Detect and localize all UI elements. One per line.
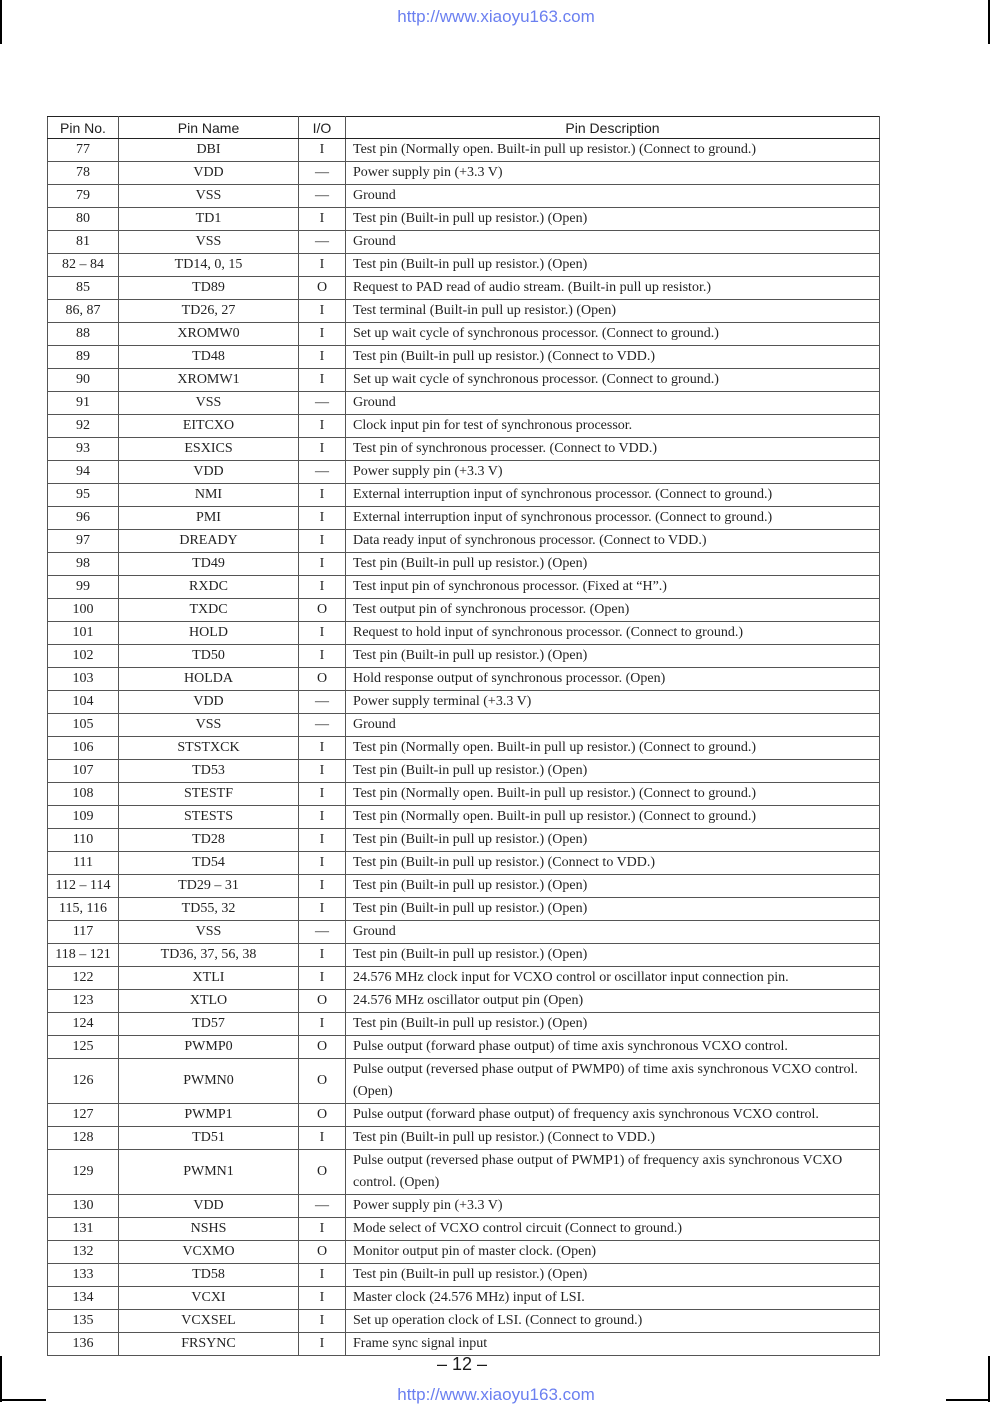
pin-name-cell: VCXSEL xyxy=(119,1310,299,1333)
table-row xyxy=(48,1287,880,1310)
pin-description-cell: Test pin (Built-in pull up resistor.) (Open) xyxy=(346,208,880,231)
pin-name-cell: TD29 – 31 xyxy=(119,875,299,898)
io-cell: — xyxy=(299,461,346,484)
pin-name-cell: HOLDA xyxy=(119,668,299,691)
table-row xyxy=(48,185,880,208)
table-row xyxy=(48,208,880,231)
table-row xyxy=(48,1310,880,1333)
io-cell: I xyxy=(299,530,346,553)
pin-number-cell: 77 xyxy=(48,139,119,162)
pin-description-cell: Pulse output (forward phase output) of time axis synchronous VCXO control. xyxy=(346,1036,880,1059)
table-row xyxy=(48,1150,880,1195)
pin-description-cell: Test terminal (Built-in pull up resistor.) (Open) xyxy=(346,300,880,323)
pin-number-cell: 108 xyxy=(48,783,119,806)
pin-number-cell: 126 xyxy=(48,1059,119,1104)
table-row xyxy=(48,323,880,346)
pin-number-cell: 103 xyxy=(48,668,119,691)
io-cell: I xyxy=(299,484,346,507)
pin-name-cell: TD89 xyxy=(119,277,299,300)
pin-number-cell: 124 xyxy=(48,1013,119,1036)
io-cell: I xyxy=(299,507,346,530)
pin-name-cell: TD26, 27 xyxy=(119,300,299,323)
pin-number-cell: 88 xyxy=(48,323,119,346)
pin-number-cell: 127 xyxy=(48,1104,119,1127)
pin-number-cell: 125 xyxy=(48,1036,119,1059)
io-cell: I xyxy=(299,783,346,806)
table-row xyxy=(48,1195,880,1218)
pin-number-cell: 111 xyxy=(48,852,119,875)
pin-number-cell: 135 xyxy=(48,1310,119,1333)
table-row xyxy=(48,921,880,944)
table-header-row xyxy=(48,117,880,139)
pin-description-cell: Ground xyxy=(346,392,880,415)
pin-name-cell: TD57 xyxy=(119,1013,299,1036)
pin-description-cell: Test pin (Built-in pull up resistor.) (Open) xyxy=(346,553,880,576)
io-cell: — xyxy=(299,714,346,737)
pin-number-cell: 86, 87 xyxy=(48,300,119,323)
pin-description-cell: Test input pin of synchronous processor. (Fixed at “H”.) xyxy=(346,576,880,599)
io-cell: O xyxy=(299,1241,346,1264)
pin-name-cell: TD49 xyxy=(119,553,299,576)
pin-number-cell: 115, 116 xyxy=(48,898,119,921)
pin-name-cell: VSS xyxy=(119,921,299,944)
table-row xyxy=(48,714,880,737)
io-cell: O xyxy=(299,668,346,691)
table-row xyxy=(48,829,880,852)
pin-number-cell: 136 xyxy=(48,1333,119,1356)
footer-url[interactable]: http://www.xiaoyu163.com xyxy=(397,1385,595,1404)
pin-description-cell: Set up wait cycle of synchronous processor. (Connect to ground.) xyxy=(346,323,880,346)
pin-description-cell: Test output pin of synchronous processor. (Open) xyxy=(346,599,880,622)
pin-number-cell: 101 xyxy=(48,622,119,645)
table-row xyxy=(48,254,880,277)
pin-number-cell: 132 xyxy=(48,1241,119,1264)
table-row xyxy=(48,852,880,875)
pin-name-cell: TD50 xyxy=(119,645,299,668)
table-row xyxy=(48,1127,880,1150)
pin-number-cell: 109 xyxy=(48,806,119,829)
io-cell: I xyxy=(299,1310,346,1333)
pin-number-cell: 98 xyxy=(48,553,119,576)
pin-number-cell: 93 xyxy=(48,438,119,461)
io-cell: I xyxy=(299,139,346,162)
pin-description-cell: Test pin (Normally open. Built-in pull up resistor.) (Connect to ground.) xyxy=(346,783,880,806)
io-cell: O xyxy=(299,1059,346,1104)
pin-number-cell: 92 xyxy=(48,415,119,438)
io-cell: O xyxy=(299,1150,346,1195)
pin-name-cell: TD54 xyxy=(119,852,299,875)
table-row xyxy=(48,783,880,806)
pin-number-cell: 107 xyxy=(48,760,119,783)
pin-number-cell: 104 xyxy=(48,691,119,714)
table-row xyxy=(48,898,880,921)
pin-name-cell: RXDC xyxy=(119,576,299,599)
pin-description-cell: Request to hold input of synchronous processor. (Connect to ground.) xyxy=(346,622,880,645)
table-row xyxy=(48,277,880,300)
io-cell: I xyxy=(299,553,346,576)
pin-description-cell: Frame sync signal input xyxy=(346,1333,880,1356)
pin-name-cell: XROMW0 xyxy=(119,323,299,346)
table-row xyxy=(48,1218,880,1241)
pin-name-cell: PWMN1 xyxy=(119,1150,299,1195)
pin-number-cell: 130 xyxy=(48,1195,119,1218)
pin-description-cell: Test pin (Built-in pull up resistor.) (Open) xyxy=(346,944,880,967)
io-cell: I xyxy=(299,1218,346,1241)
table-row xyxy=(48,1036,880,1059)
io-cell: O xyxy=(299,1104,346,1127)
io-cell: I xyxy=(299,415,346,438)
io-cell: I xyxy=(299,369,346,392)
table-row xyxy=(48,691,880,714)
table-row xyxy=(48,507,880,530)
io-cell: — xyxy=(299,1195,346,1218)
pin-number-cell: 102 xyxy=(48,645,119,668)
pin-number-cell: 81 xyxy=(48,231,119,254)
pin-description-cell: Test pin (Normally open. Built-in pull up resistor.) (Connect to ground.) xyxy=(346,806,880,829)
io-cell: I xyxy=(299,1333,346,1356)
pin-name-cell: TD58 xyxy=(119,1264,299,1287)
pin-number-cell: 94 xyxy=(48,461,119,484)
pin-name-cell: STESTF xyxy=(119,783,299,806)
io-cell: I xyxy=(299,1264,346,1287)
io-cell: I xyxy=(299,944,346,967)
table-row xyxy=(48,162,880,185)
table-row xyxy=(48,1333,880,1356)
pin-description-cell: External interruption input of synchronous processor. (Connect to ground.) xyxy=(346,507,880,530)
pin-description-cell: Test pin (Built-in pull up resistor.) (Open) xyxy=(346,1013,880,1036)
pin-description-cell: 24.576 MHz oscillator output pin (Open) xyxy=(346,990,880,1013)
pin-name-cell: TD51 xyxy=(119,1127,299,1150)
pin-name-cell: VDD xyxy=(119,461,299,484)
io-cell: I xyxy=(299,346,346,369)
pin-name-cell: VSS xyxy=(119,231,299,254)
table-row xyxy=(48,599,880,622)
pin-number-cell: 123 xyxy=(48,990,119,1013)
pin-number-cell: 128 xyxy=(48,1127,119,1150)
pin-description-cell: Pulse output (reversed phase output of PWMP1) of frequency axis synchronous VCXO control. (Open) xyxy=(346,1150,880,1195)
pin-description-cell: External interruption input of synchronous processor. (Connect to ground.) xyxy=(346,484,880,507)
pin-description-cell: 24.576 MHz clock input for VCXO control or oscillator input connection pin. xyxy=(346,967,880,990)
pin-number-cell: 106 xyxy=(48,737,119,760)
io-cell: I xyxy=(299,645,346,668)
io-cell: I xyxy=(299,254,346,277)
pin-description-table xyxy=(47,116,880,1356)
pin-description-cell: Data ready input of synchronous processor. (Connect to VDD.) xyxy=(346,530,880,553)
io-cell: I xyxy=(299,875,346,898)
pin-name-cell: XTLI xyxy=(119,967,299,990)
pin-description-cell: Test pin (Normally open. Built-in pull up resistor.) (Connect to ground.) xyxy=(346,737,880,760)
table-row xyxy=(48,875,880,898)
column-header-io: I/O xyxy=(299,117,346,139)
pin-description-cell: Mode select of VCXO control circuit (Connect to ground.) xyxy=(346,1218,880,1241)
pin-name-cell: XTLO xyxy=(119,990,299,1013)
crop-mark xyxy=(988,0,990,44)
io-cell: I xyxy=(299,576,346,599)
table-row xyxy=(48,622,880,645)
pin-number-cell: 96 xyxy=(48,507,119,530)
pin-number-cell: 133 xyxy=(48,1264,119,1287)
pin-name-cell: VDD xyxy=(119,162,299,185)
io-cell: I xyxy=(299,208,346,231)
pin-number-cell: 117 xyxy=(48,921,119,944)
crop-mark xyxy=(0,0,2,44)
pin-number-cell: 85 xyxy=(48,277,119,300)
pin-number-cell: 97 xyxy=(48,530,119,553)
io-cell: I xyxy=(299,760,346,783)
io-cell: — xyxy=(299,921,346,944)
pin-number-cell: 95 xyxy=(48,484,119,507)
pin-description-cell: Power supply pin (+3.3 V) xyxy=(346,162,880,185)
table-row xyxy=(48,392,880,415)
pin-number-cell: 82 – 84 xyxy=(48,254,119,277)
io-cell: I xyxy=(299,737,346,760)
pin-description-cell: Pulse output (forward phase output) of frequency axis synchronous VCXO control. xyxy=(346,1104,880,1127)
pin-name-cell: ESXICS xyxy=(119,438,299,461)
pin-name-cell: VCXMO xyxy=(119,1241,299,1264)
io-cell: I xyxy=(299,1013,346,1036)
pin-number-cell: 110 xyxy=(48,829,119,852)
table-row xyxy=(48,1013,880,1036)
pin-number-cell: 100 xyxy=(48,599,119,622)
pin-name-cell: XROMW1 xyxy=(119,369,299,392)
pin-description-cell: Test pin (Built-in pull up resistor.) (Open) xyxy=(346,645,880,668)
pin-name-cell: TD36, 37, 56, 38 xyxy=(119,944,299,967)
pin-description-cell: Test pin of synchronous processer. (Connect to VDD.) xyxy=(346,438,880,461)
table-row xyxy=(48,806,880,829)
pin-description-cell: Set up wait cycle of synchronous processor. (Connect to ground.) xyxy=(346,369,880,392)
pin-number-cell: 99 xyxy=(48,576,119,599)
pin-description-cell: Test pin (Built-in pull up resistor.) (Open) xyxy=(346,829,880,852)
table-row xyxy=(48,484,880,507)
header-url[interactable]: http://www.xiaoyu163.com xyxy=(397,7,595,26)
table-row xyxy=(48,461,880,484)
io-cell: O xyxy=(299,990,346,1013)
column-header-description: Pin Description xyxy=(346,117,880,139)
io-cell: I xyxy=(299,1287,346,1310)
pin-name-cell: TD28 xyxy=(119,829,299,852)
pin-name-cell: TD55, 32 xyxy=(119,898,299,921)
pin-number-cell: 112 – 114 xyxy=(48,875,119,898)
table-row xyxy=(48,369,880,392)
pin-number-cell: 134 xyxy=(48,1287,119,1310)
pin-name-cell: VDD xyxy=(119,691,299,714)
pin-description-cell: Pulse output (reversed phase output of PWMP0) of time axis synchronous VCXO control. (Open) xyxy=(346,1059,880,1104)
io-cell: O xyxy=(299,599,346,622)
pin-number-cell: 90 xyxy=(48,369,119,392)
pin-number-cell: 129 xyxy=(48,1150,119,1195)
pin-name-cell: STSTXCK xyxy=(119,737,299,760)
pin-description-cell: Ground xyxy=(346,185,880,208)
pin-name-cell: VSS xyxy=(119,185,299,208)
pin-description-cell: Ground xyxy=(346,921,880,944)
table-row xyxy=(48,1264,880,1287)
io-cell: I xyxy=(299,898,346,921)
pin-name-cell: VDD xyxy=(119,1195,299,1218)
io-cell: — xyxy=(299,231,346,254)
pin-number-cell: 105 xyxy=(48,714,119,737)
pin-name-cell: PMI xyxy=(119,507,299,530)
pin-description-cell: Set up operation clock of LSI. (Connect to ground.) xyxy=(346,1310,880,1333)
pin-name-cell: NMI xyxy=(119,484,299,507)
table-row xyxy=(48,760,880,783)
table-row xyxy=(48,553,880,576)
pin-name-cell: NSHS xyxy=(119,1218,299,1241)
table-row xyxy=(48,415,880,438)
table-row xyxy=(48,300,880,323)
pin-description-cell: Test pin (Built-in pull up resistor.) (Open) xyxy=(346,254,880,277)
table-row xyxy=(48,1104,880,1127)
pin-description-cell: Test pin (Built-in pull up resistor.) (Connect to VDD.) xyxy=(346,852,880,875)
pin-number-cell: 79 xyxy=(48,185,119,208)
pin-description-cell: Test pin (Built-in pull up resistor.) (Open) xyxy=(346,875,880,898)
pin-name-cell: HOLD xyxy=(119,622,299,645)
table-row xyxy=(48,1241,880,1264)
pin-description-cell: Test pin (Built-in pull up resistor.) (Connect to VDD.) xyxy=(346,1127,880,1150)
io-cell: O xyxy=(299,277,346,300)
pin-name-cell: PWMP0 xyxy=(119,1036,299,1059)
pin-description-cell: Test pin (Normally open. Built-in pull up resistor.) (Connect to ground.) xyxy=(346,139,880,162)
io-cell: I xyxy=(299,1127,346,1150)
pin-description-cell: Request to PAD read of audio stream. (Built-in pull up resistor.) xyxy=(346,277,880,300)
table-row xyxy=(48,576,880,599)
column-header-pin-name: Pin Name xyxy=(119,117,299,139)
io-cell: I xyxy=(299,323,346,346)
io-cell: — xyxy=(299,185,346,208)
io-cell: — xyxy=(299,691,346,714)
io-cell: I xyxy=(299,806,346,829)
pin-description-cell: Test pin (Built-in pull up resistor.) (Open) xyxy=(346,1264,880,1287)
pin-number-cell: 80 xyxy=(48,208,119,231)
pin-description-cell: Test pin (Built-in pull up resistor.) (Connect to VDD.) xyxy=(346,346,880,369)
table-row xyxy=(48,967,880,990)
io-cell: I xyxy=(299,622,346,645)
pin-name-cell: DREADY xyxy=(119,530,299,553)
pin-name-cell: VSS xyxy=(119,392,299,415)
table-row xyxy=(48,668,880,691)
io-cell: O xyxy=(299,1036,346,1059)
pin-description-cell: Power supply pin (+3.3 V) xyxy=(346,461,880,484)
pin-number-cell: 78 xyxy=(48,162,119,185)
table-row xyxy=(48,346,880,369)
pin-number-cell: 89 xyxy=(48,346,119,369)
pin-number-cell: 118 – 121 xyxy=(48,944,119,967)
table-row xyxy=(48,990,880,1013)
pin-description-cell: Power supply pin (+3.3 V) xyxy=(346,1195,880,1218)
io-cell: I xyxy=(299,829,346,852)
pin-name-cell: VSS xyxy=(119,714,299,737)
pin-name-cell: TD1 xyxy=(119,208,299,231)
table-row xyxy=(48,139,880,162)
io-cell: I xyxy=(299,967,346,990)
page-number: – 12 – xyxy=(436,1354,488,1374)
table-row xyxy=(48,645,880,668)
table-row xyxy=(48,944,880,967)
table-row xyxy=(48,737,880,760)
pin-name-cell: EITCXO xyxy=(119,415,299,438)
io-cell: I xyxy=(299,852,346,875)
pin-name-cell: TD48 xyxy=(119,346,299,369)
pin-name-cell: TD53 xyxy=(119,760,299,783)
pin-description-cell: Monitor output pin of master clock. (Open) xyxy=(346,1241,880,1264)
pin-description-cell: Power supply terminal (+3.3 V) xyxy=(346,691,880,714)
io-cell: I xyxy=(299,438,346,461)
pin-number-cell: 122 xyxy=(48,967,119,990)
pin-description-cell: Hold response output of synchronous processor. (Open) xyxy=(346,668,880,691)
pin-description-cell: Master clock (24.576 MHz) input of LSI. xyxy=(346,1287,880,1310)
pin-name-cell: PWMN0 xyxy=(119,1059,299,1104)
pin-description-cell: Test pin (Built-in pull up resistor.) (Open) xyxy=(346,898,880,921)
pin-name-cell: PWMP1 xyxy=(119,1104,299,1127)
pin-description-cell: Ground xyxy=(346,231,880,254)
pin-description-cell: Ground xyxy=(346,714,880,737)
pin-description-cell: Test pin (Built-in pull up resistor.) (Open) xyxy=(346,760,880,783)
table-row xyxy=(48,231,880,254)
pin-name-cell: DBI xyxy=(119,139,299,162)
table-row xyxy=(48,530,880,553)
pin-name-cell: STESTS xyxy=(119,806,299,829)
io-cell: I xyxy=(299,300,346,323)
pin-name-cell: FRSYNC xyxy=(119,1333,299,1356)
io-cell: — xyxy=(299,162,346,185)
pin-number-cell: 131 xyxy=(48,1218,119,1241)
pin-name-cell: TXDC xyxy=(119,599,299,622)
pin-number-cell: 91 xyxy=(48,392,119,415)
pin-name-cell: VCXI xyxy=(119,1287,299,1310)
pin-name-cell: TD14, 0, 15 xyxy=(119,254,299,277)
table-row xyxy=(48,1059,880,1104)
pin-description-cell: Clock input pin for test of synchronous processor. xyxy=(346,415,880,438)
table-row xyxy=(48,438,880,461)
io-cell: — xyxy=(299,392,346,415)
column-header-pin-no: Pin No. xyxy=(48,117,119,139)
